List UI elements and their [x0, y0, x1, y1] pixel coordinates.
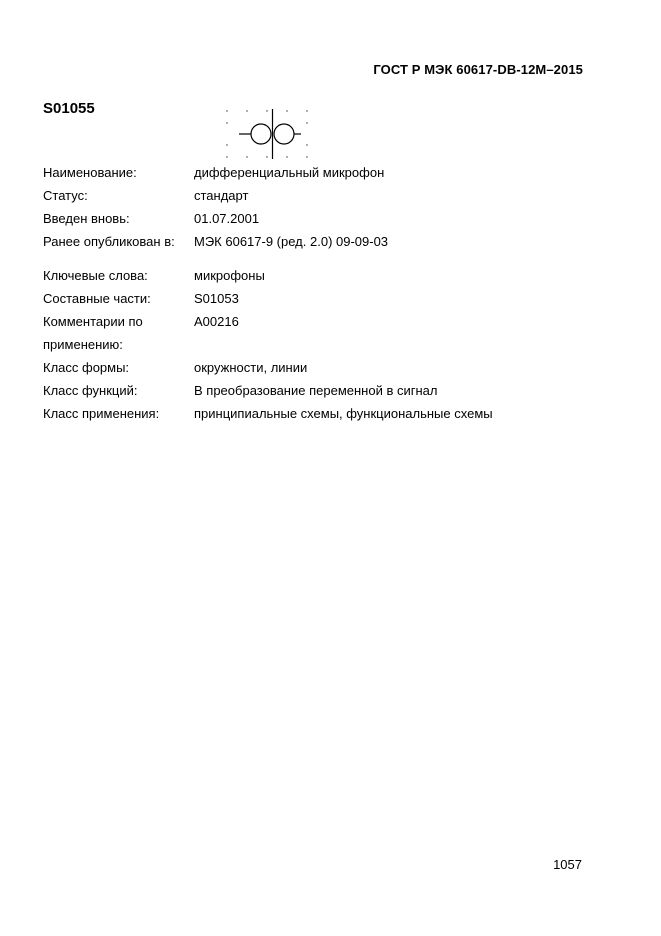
property-row	[43, 287, 493, 310]
property-value: 01.07.2001	[194, 211, 260, 226]
property-label: Наименование:	[43, 165, 137, 180]
properties-table	[43, 161, 493, 425]
property-label: Класс применения:	[43, 406, 160, 421]
property-value: A00216	[194, 314, 239, 329]
property-value: дифференциальный микрофон	[194, 165, 385, 180]
property-label: Класс функций:	[43, 383, 138, 398]
property-value: микрофоны	[194, 268, 265, 283]
property-label: Комментарии по	[43, 314, 143, 329]
property-row	[43, 310, 493, 333]
property-value: стандарт	[194, 188, 249, 203]
property-label: Статус:	[43, 188, 88, 203]
property-value: В преобразование переменной в сигнал	[194, 383, 438, 398]
group-spacer	[43, 253, 493, 264]
property-label: применению:	[43, 337, 123, 352]
page-number: 1057	[553, 857, 582, 872]
property-row	[43, 230, 493, 253]
property-value: окружности, линии	[194, 360, 308, 375]
property-row	[43, 264, 493, 287]
property-row	[43, 379, 493, 402]
property-label: Ранее опубликован в:	[43, 234, 175, 249]
property-row	[43, 333, 493, 356]
property-row	[43, 184, 493, 207]
differential-microphone-symbol	[225, 109, 309, 159]
symbol-code: S01055	[43, 100, 95, 117]
property-value: принципиальные схемы, функциональные схемы	[194, 406, 493, 421]
document-header: ГОСТ Р МЭК 60617-DB-12M–2015	[373, 62, 583, 77]
property-row	[43, 356, 493, 379]
property-row	[43, 402, 493, 425]
property-row	[43, 207, 493, 230]
property-label: Введен вновь:	[43, 211, 130, 226]
property-value: S01053	[194, 291, 239, 306]
property-row	[43, 161, 493, 184]
property-label: Ключевые слова:	[43, 268, 148, 283]
property-label: Класс формы:	[43, 360, 130, 375]
property-label: Составные части:	[43, 291, 151, 306]
property-value: МЭК 60617-9 (ред. 2.0) 09-09-03	[194, 234, 389, 249]
